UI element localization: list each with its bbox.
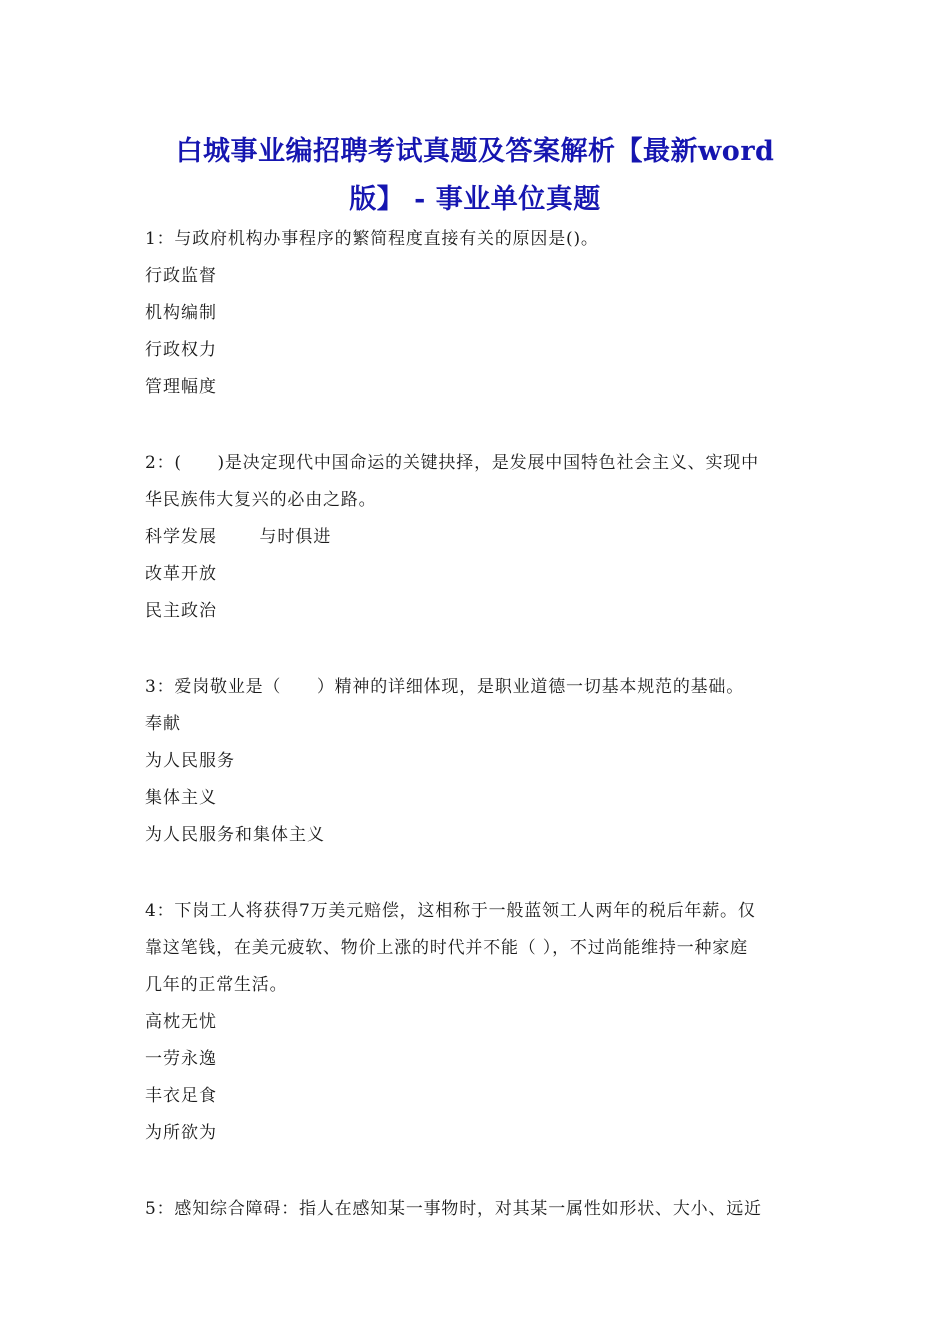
option-item: 行政权力 [145,340,217,360]
question-stem [145,669,810,706]
stem-line: 几年的正常生活。 [145,975,288,995]
question-stem [145,445,810,519]
question-stem [145,221,810,258]
option-item: 管理幅度 [145,377,217,397]
stem-line: 2：( )是决定现代中国命运的关键抉择，是发展中国特色社会主义、实现中 [145,453,759,473]
option-item: 科学发展 与时俱进 [145,527,332,547]
question-5 [145,1191,810,1228]
question-4 [145,893,810,1152]
option-item: 改革开放 [145,564,217,584]
question-spacer [145,1152,810,1191]
title-line-2: 版】 - 事业单位真题 [349,184,601,215]
question-spacer [145,854,810,893]
stem-line: 华民族伟大复兴的必由之路。 [145,490,377,510]
question-spacer [145,406,810,445]
question-stem [145,1191,810,1228]
stem-line: 4：下岗工人将获得7万美元赔偿，这相称于一般蓝领工人两年的税后年薪。仅 [145,901,756,921]
option-item: 集体主义 [145,788,217,808]
option-item: 高枕无忧 [145,1012,217,1032]
option-item: 一劳永逸 [145,1049,217,1069]
option-item: 为人民服务和集体主义 [145,825,325,845]
stem-line: 靠这笔钱，在美元疲软、物价上涨的时代并不能（ ），不过尚能维持一种家庭 [145,938,748,958]
title-line-1: 白城事业编招聘考试真题及答案解析【最新word [175,136,775,167]
document-title [120,128,830,224]
question-list [145,221,810,1228]
stem-line: 3：爱岗敬业是（ ）精神的详细体现，是职业道德一切基本规范的基础。 [145,677,745,697]
option-item: 丰衣足食 [145,1086,217,1106]
option-item: 民主政治 [145,601,217,621]
option-item: 为所欲为 [145,1123,217,1143]
question-stem [145,893,810,1004]
option-item: 行政监督 [145,266,217,286]
question-1 [145,221,810,406]
option-item: 为人民服务 [145,751,235,771]
option-item: 奉献 [145,714,181,734]
stem-line: 1：与政府机构办事程序的繁简程度直接有关的原因是()。 [145,229,599,249]
option-item: 机构编制 [145,303,217,323]
stem-line: 5：感知综合障碍：指人在感知某一事物时，对其某一属性如形状、大小、远近 [145,1199,762,1219]
question-spacer [145,630,810,669]
question-3 [145,669,810,854]
question-2 [145,445,810,630]
